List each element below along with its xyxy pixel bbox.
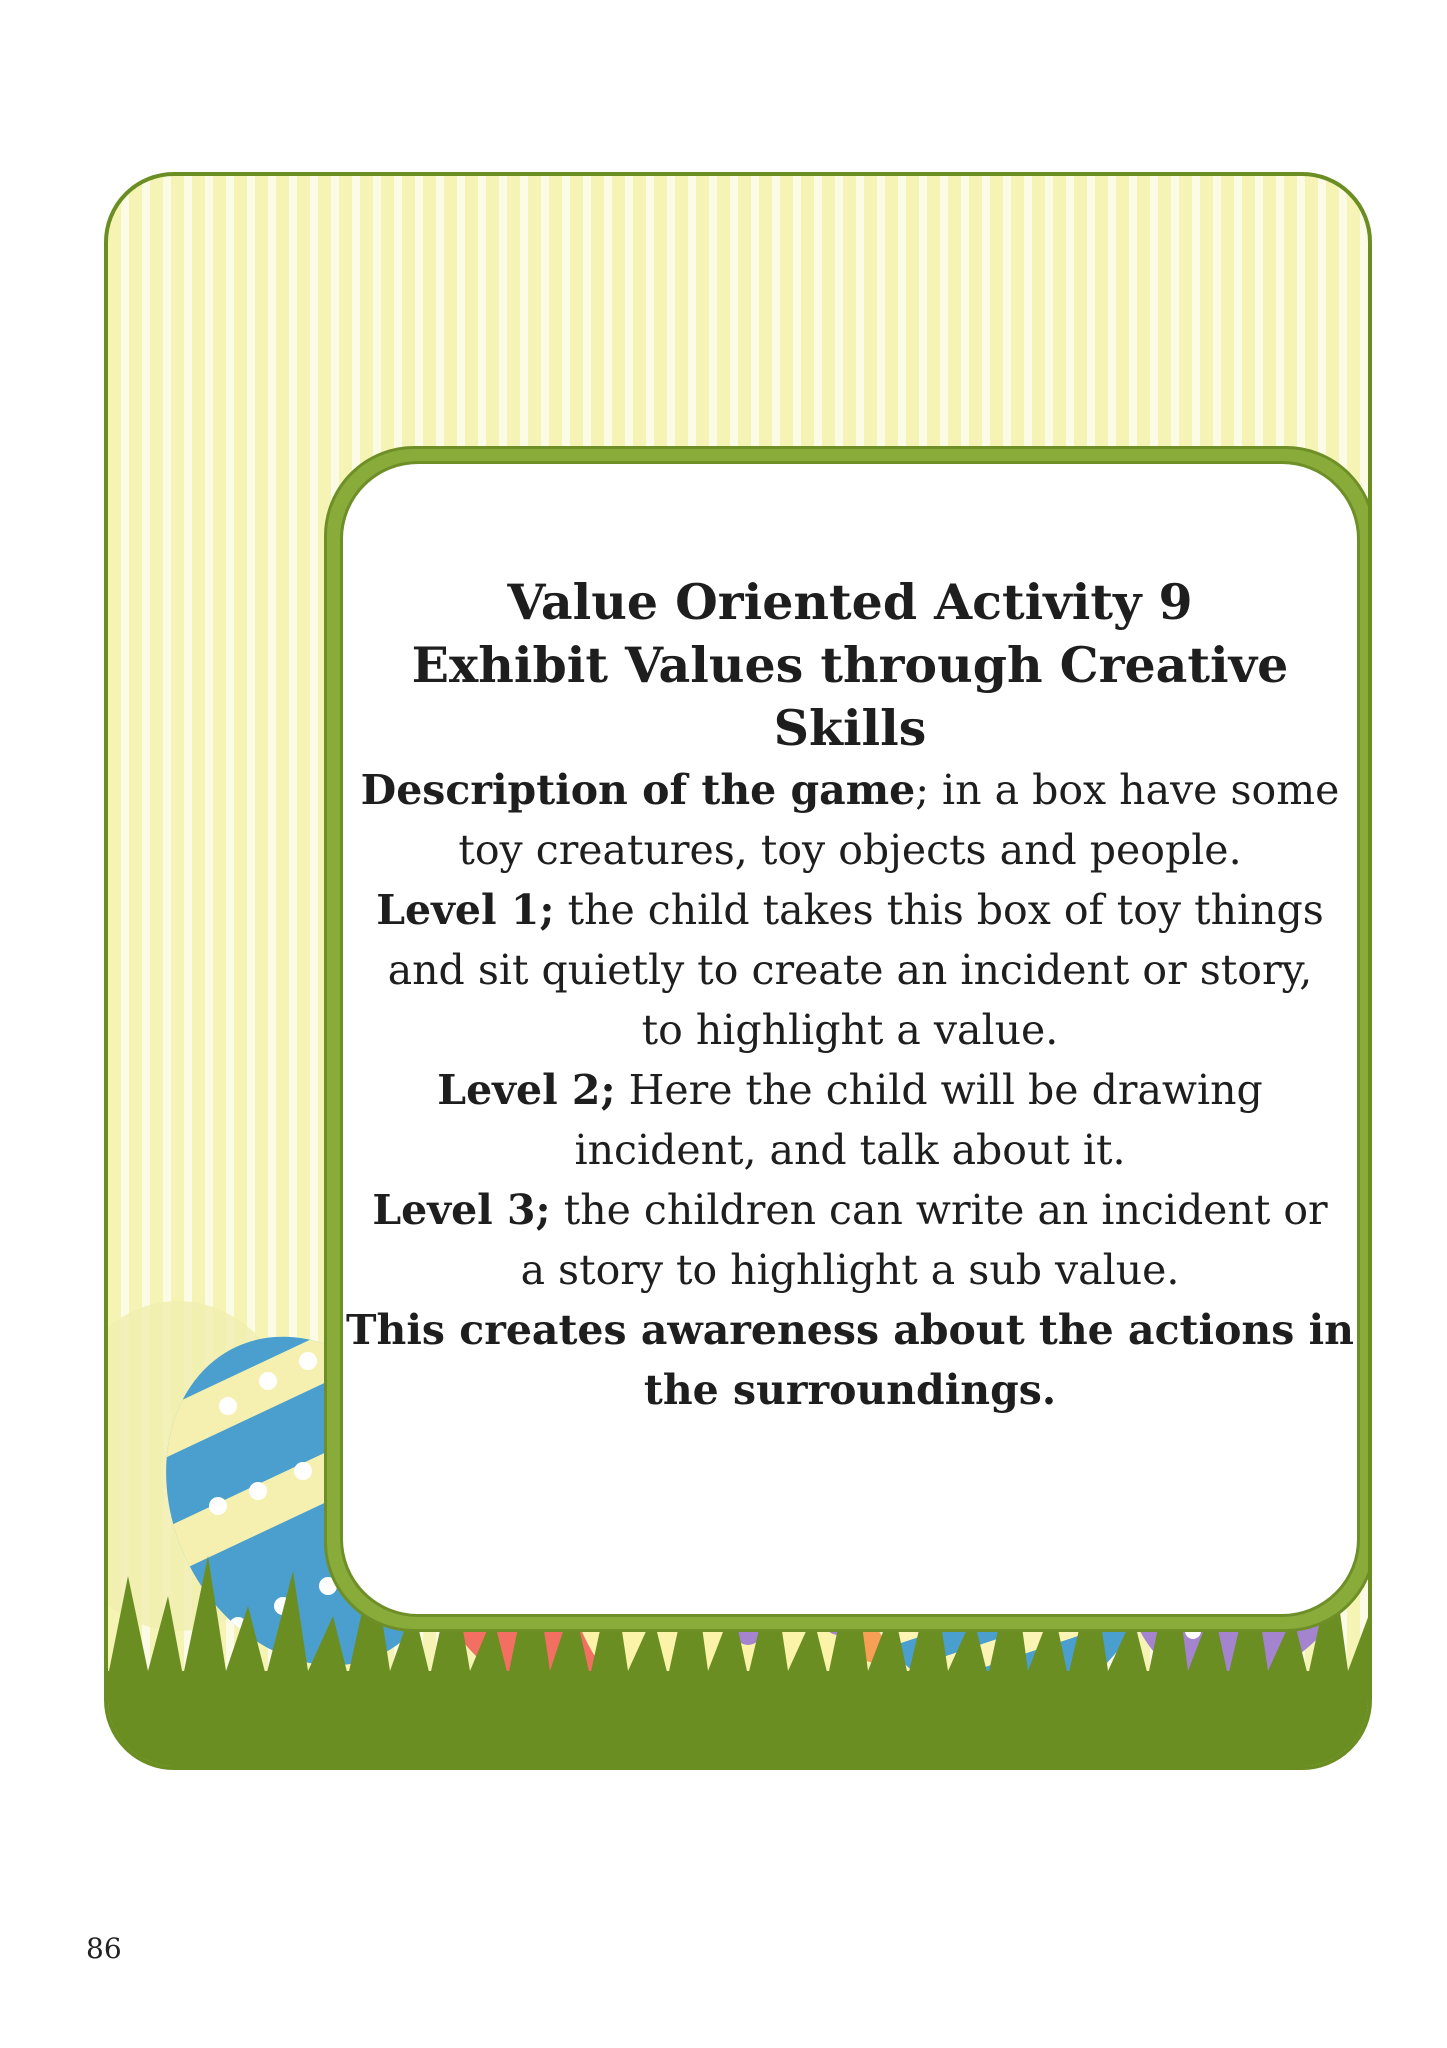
level1-line2: and sit quietly to create an incident or story, xyxy=(387,946,1313,994)
description-text1: ; in a box have some xyxy=(915,766,1340,814)
conclusion-text2: the surroundings. xyxy=(643,1366,1057,1414)
activity-subtitle-line1: Exhibit Values through Creative xyxy=(411,636,1289,694)
page-number: 86 xyxy=(86,1932,122,1965)
description-line2: toy creatures, toy objects and people. xyxy=(458,826,1242,874)
level3-label: Level 3; xyxy=(372,1186,551,1234)
level2-text1: Here the child will be drawing xyxy=(615,1066,1263,1114)
level1-line1 xyxy=(340,880,1360,940)
level3-line2: a story to highlight a sub value. xyxy=(520,1246,1180,1294)
activity-card xyxy=(104,172,1372,1770)
description-label: Description of the game xyxy=(360,766,916,814)
level1-line3: to highlight a value. xyxy=(641,1006,1059,1054)
activity-text xyxy=(340,571,1360,1420)
conclusion-line2 xyxy=(340,1360,1360,1420)
level2-label: Level 2; xyxy=(437,1066,616,1114)
activity-subtitle-line2: Skills xyxy=(773,699,927,757)
conclusion-line1 xyxy=(340,1300,1360,1360)
conclusion-text1: This creates awareness about the actions in xyxy=(346,1306,1354,1354)
level2-line1 xyxy=(340,1060,1360,1120)
level3-line1 xyxy=(340,1180,1360,1240)
level3-text1: the children can write an incident or xyxy=(550,1186,1328,1234)
level1-text1: the child takes this box of toy things xyxy=(554,886,1324,934)
level2-line2: incident, and talk about it. xyxy=(574,1126,1126,1174)
level1-label: Level 1; xyxy=(376,886,555,934)
description-line1 xyxy=(340,760,1360,820)
activity-title: Value Oriented Activity 9 xyxy=(507,573,1193,631)
